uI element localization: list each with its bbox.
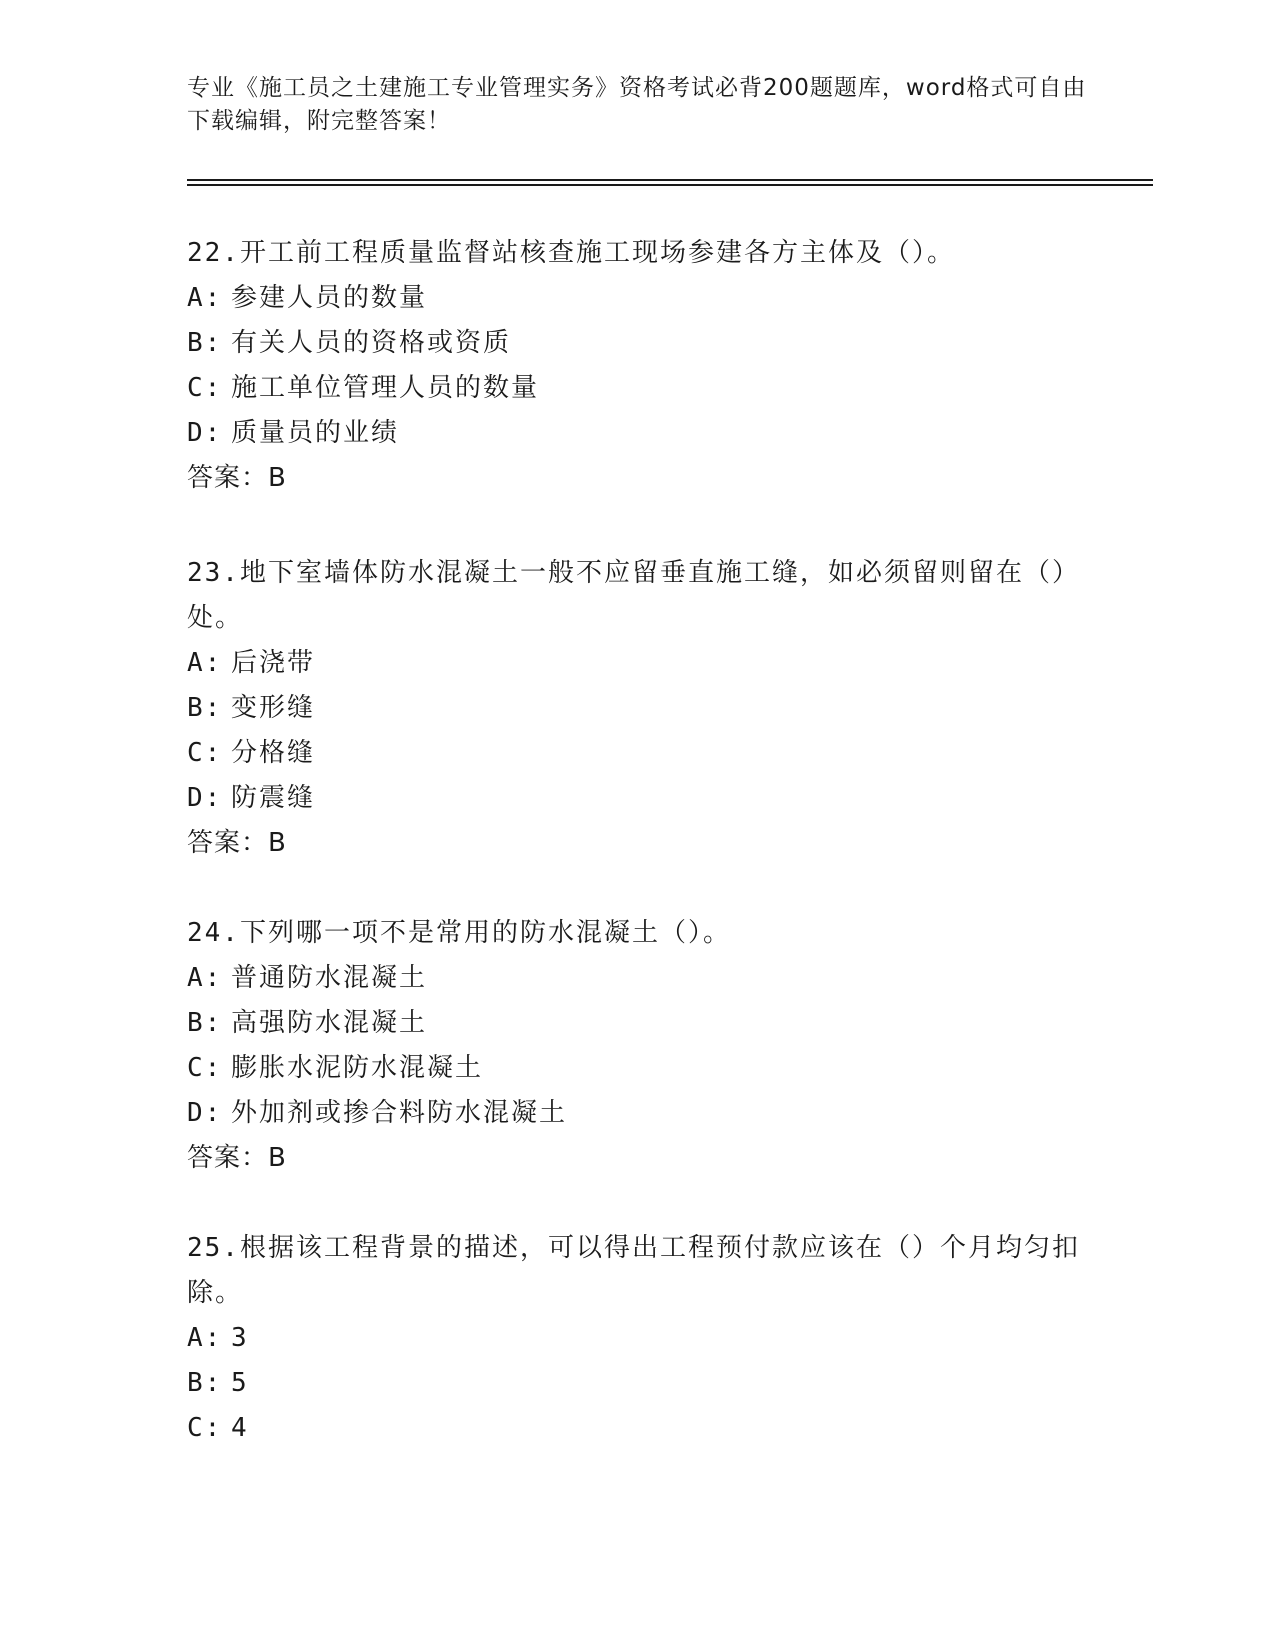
question-22	[187, 231, 1087, 501]
option-key: C:	[187, 1053, 223, 1083]
header-text: 专业《施工员之土建施工专业管理实务》资格考试必背200题题库，word格式可自由下载编辑，附完整答案！	[187, 75, 1087, 134]
option-text: 防震缝	[231, 783, 316, 813]
option-key: C:	[187, 1413, 223, 1443]
option-text: 4	[231, 1413, 249, 1443]
question-text: 24.下列哪一项不是常用的防水混凝土（）。	[187, 918, 731, 948]
option-text: 外加剂或掺合料防水混凝土	[231, 1098, 568, 1128]
option-key: B:	[187, 1368, 223, 1398]
option-d	[187, 776, 1087, 821]
option-b	[187, 1001, 1087, 1046]
option-a	[187, 641, 1087, 686]
option-a	[187, 1316, 1087, 1361]
header-divider-bottom	[187, 184, 1153, 186]
answer-line: 答案：B	[187, 1143, 287, 1173]
option-c	[187, 366, 1087, 411]
option-key: D:	[187, 783, 223, 813]
question-text: 23.地下室墙体防水混凝土一般不应留垂直施工缝，如必须留则留在（）处。	[187, 558, 1080, 633]
option-key: D:	[187, 418, 223, 448]
option-b	[187, 321, 1087, 366]
question-24	[187, 911, 1087, 1181]
option-key: A:	[187, 648, 223, 678]
option-key: C:	[187, 373, 223, 403]
option-c	[187, 1406, 1087, 1451]
option-text: 有关人员的资格或资质	[231, 328, 512, 358]
question-text: 25.根据该工程背景的描述，可以得出工程预付款应该在（）个月均匀扣除。	[187, 1233, 1080, 1308]
option-key: A:	[187, 1323, 223, 1353]
option-text: 普通防水混凝土	[231, 963, 428, 993]
option-text: 质量员的业绩	[231, 418, 400, 448]
option-text: 变形缝	[231, 693, 316, 723]
option-key: B:	[187, 1008, 223, 1038]
option-c	[187, 1046, 1087, 1091]
option-text: 参建人员的数量	[231, 283, 428, 313]
option-d	[187, 411, 1087, 456]
option-key: A:	[187, 963, 223, 993]
option-a	[187, 276, 1087, 321]
answer-line: 答案：B	[187, 463, 287, 493]
option-text: 3	[231, 1323, 249, 1353]
answer-line: 答案：B	[187, 828, 287, 858]
option-b	[187, 686, 1087, 731]
option-text: 5	[231, 1368, 249, 1398]
option-a	[187, 956, 1087, 1001]
question-text: 22.开工前工程质量监督站核查施工现场参建各方主体及（）。	[187, 238, 955, 268]
option-key: D:	[187, 1098, 223, 1128]
option-text: 施工单位管理人员的数量	[231, 373, 540, 403]
option-text: 后浇带	[231, 648, 316, 678]
option-text: 膨胀水泥防水混凝土	[231, 1053, 484, 1083]
document-header	[187, 72, 1087, 138]
question-23	[187, 551, 1087, 866]
option-key: B:	[187, 693, 223, 723]
option-key: A:	[187, 283, 223, 313]
option-b	[187, 1361, 1087, 1406]
option-text: 分格缝	[231, 738, 316, 768]
header-divider-top	[187, 179, 1153, 181]
option-d	[187, 1091, 1087, 1136]
option-key: B:	[187, 328, 223, 358]
option-text: 高强防水混凝土	[231, 1008, 428, 1038]
option-key: C:	[187, 738, 223, 768]
question-25	[187, 1226, 1087, 1451]
option-c	[187, 731, 1087, 776]
